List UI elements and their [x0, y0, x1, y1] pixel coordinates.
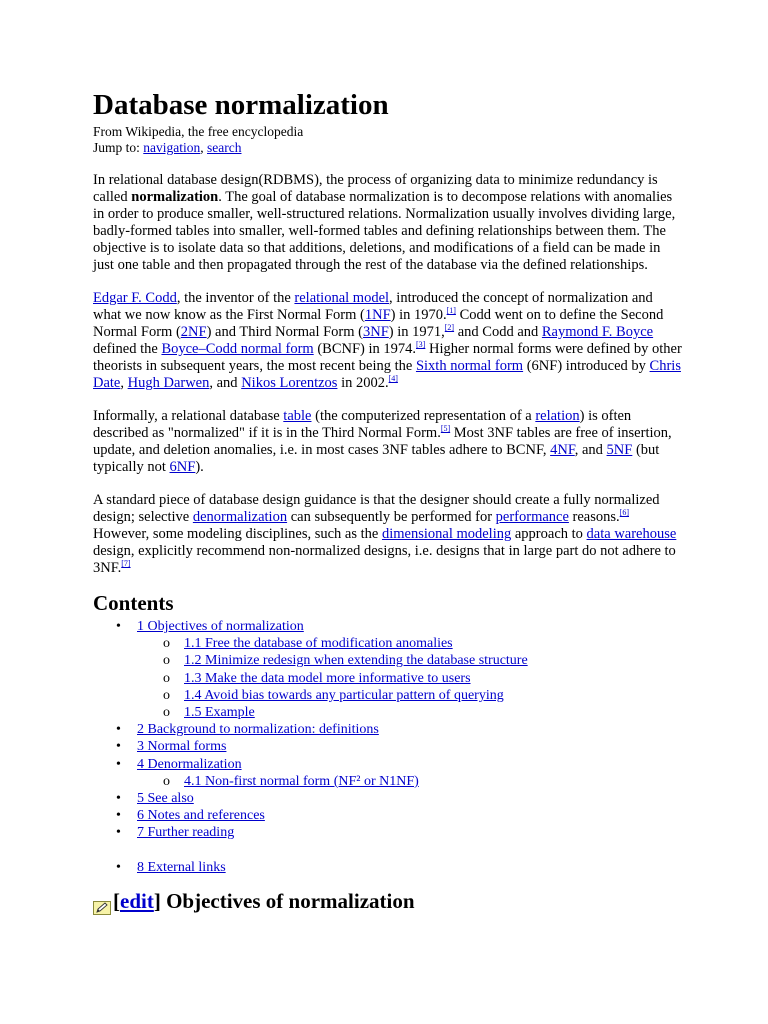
- jump-prefix: Jump to:: [93, 140, 144, 155]
- toc-item: [93, 807, 683, 824]
- text: reasons.: [568, 509, 620, 525]
- ref-3-link[interactable]: [3]: [416, 340, 426, 350]
- text: However, some modeling disciplines, such as the: [93, 526, 382, 542]
- nikos-lorentzos-link[interactable]: Nikos Lorentzos: [241, 375, 338, 391]
- text: and Codd and: [454, 324, 542, 340]
- toc-link-1-2[interactable]: 1.2 Minimize redesign when extending the database structure: [184, 653, 528, 669]
- edit-pencil-icon[interactable]: [93, 895, 111, 909]
- toc-link-4[interactable]: 4 Denormalization: [137, 756, 242, 772]
- ref-4-link[interactable]: [4]: [388, 374, 398, 384]
- edit-close-bracket: ]: [153, 888, 161, 913]
- text: ) is often described as "normalized" if it is in the Third Normal Form.: [93, 408, 632, 441]
- 3nf-link[interactable]: 3NF: [362, 324, 389, 340]
- circle-bullet-icon: o: [163, 773, 170, 789]
- text: ).: [195, 459, 204, 475]
- text: in 2002.: [337, 375, 389, 391]
- history-paragraph: [93, 290, 683, 392]
- text: , and: [574, 442, 607, 458]
- ref-5-link[interactable]: [5]: [440, 424, 451, 434]
- bullet-icon: •: [116, 756, 121, 772]
- intro-bold-term: normalization: [131, 189, 219, 205]
- informal-paragraph: [93, 408, 683, 476]
- toc-item: [93, 618, 683, 635]
- circle-bullet-icon: o: [163, 687, 170, 703]
- text: , and: [209, 375, 242, 391]
- toc-item: [93, 635, 683, 652]
- ref-2-link[interactable]: [2]: [444, 323, 455, 333]
- jump-separator: ,: [200, 140, 208, 155]
- intro-text: . The goal of database normalization is to decompose relations with anomalies in order to produce smaller, well-structured relations. Normalization usually involves dividing large, badly-formed tables into smaller, well-formed tables and defining relationships between them. The objective is to isolate data so that additions, deletions, and modifications of a field can be made in just one table and then propagated through the rest of the database via the defined relationships.: [93, 189, 676, 273]
- text: (the computerized representation of a: [311, 408, 536, 424]
- article: [93, 86, 683, 914]
- text: design, explicitly recommend non-normalized designs, i.e. designs that in large part do not adhere to 3NF.: [93, 543, 676, 576]
- text: approach to: [511, 526, 587, 542]
- toc-item: [93, 824, 683, 841]
- bullet-icon: •: [116, 739, 121, 755]
- bullet-icon: •: [116, 825, 121, 841]
- circle-bullet-icon: o: [163, 705, 170, 721]
- edit-link[interactable]: edit: [120, 888, 154, 913]
- toc-item: [93, 670, 683, 687]
- toc-item: [93, 704, 683, 721]
- site-subtitle: From Wikipedia, the free encyclopedia: [93, 124, 304, 139]
- text: (6NF) introduced by: [523, 358, 650, 374]
- 5nf-link[interactable]: 5NF: [606, 442, 633, 458]
- jump-links: [93, 140, 683, 156]
- toc-link-5[interactable]: 5 See also: [137, 791, 194, 807]
- toc-link-3[interactable]: 3 Normal forms: [137, 739, 227, 755]
- edgar-codd-link[interactable]: Edgar F. Codd: [93, 290, 177, 306]
- text: ) and Third Normal Form (: [206, 324, 363, 340]
- text: Higher normal forms were defined by other theorists in subsequent years, the most recent being the: [93, 341, 682, 374]
- toc-item: [93, 652, 683, 669]
- bullet-icon: •: [116, 791, 121, 807]
- text: Most 3NF tables are free of insertion, update, and deletion anomalies, i.e. in most cases 3NF tables adhere to BCNF,: [93, 425, 672, 458]
- text: A standard piece of database design guidance is that the designer should create a fully normalized design; selective: [93, 492, 660, 525]
- search-link[interactable]: search: [207, 140, 242, 155]
- circle-bullet-icon: o: [163, 670, 170, 686]
- text: (BCNF) in 1974.: [313, 341, 417, 357]
- navigation-link[interactable]: navigation: [143, 140, 201, 155]
- toc-link-4-1[interactable]: 4.1 Non-first normal form (NF² or N1NF): [184, 773, 419, 789]
- toc-item: [93, 756, 683, 773]
- toc-link-1-4[interactable]: 1.4 Avoid bias towards any particular pattern of querying: [184, 687, 504, 703]
- table-of-contents-continued: [93, 859, 683, 876]
- text: ,: [120, 375, 128, 391]
- circle-bullet-icon: o: [163, 636, 170, 652]
- toc-item: [93, 738, 683, 755]
- bcnf-link[interactable]: Boyce–Codd normal form: [161, 341, 314, 357]
- toc-item: [93, 721, 683, 738]
- toc-link-6[interactable]: 6 Notes and references: [137, 808, 265, 824]
- data-warehouse-link[interactable]: data warehouse: [586, 526, 677, 542]
- toc-item: [93, 773, 683, 790]
- circle-bullet-icon: o: [163, 653, 170, 669]
- bullet-icon: •: [116, 722, 121, 738]
- relational-model-link[interactable]: relational model: [294, 290, 390, 306]
- hugh-darwen-link[interactable]: Hugh Darwen: [127, 375, 210, 391]
- table-link[interactable]: table: [283, 408, 312, 424]
- text: ) in 1971,: [388, 324, 445, 340]
- toc-link-8[interactable]: 8 External links: [137, 859, 226, 875]
- text: (but typically not: [93, 442, 660, 475]
- toc-link-7[interactable]: 7 Further reading: [137, 825, 235, 841]
- toc-item: [93, 859, 683, 876]
- toc-link-1[interactable]: 1 Objectives of normalization: [137, 619, 304, 634]
- performance-link[interactable]: performance: [495, 509, 569, 525]
- sixth-normal-form-link[interactable]: Sixth normal form: [415, 358, 524, 374]
- 4nf-link[interactable]: 4NF: [550, 442, 575, 458]
- relation-link[interactable]: relation: [535, 408, 580, 424]
- ref-6-link[interactable]: [6]: [619, 508, 629, 518]
- page-title: Database normalization: [93, 89, 389, 121]
- 2nf-link[interactable]: 2NF: [180, 324, 207, 340]
- text: Informally, a relational database: [93, 408, 284, 424]
- toc-spacer: [93, 842, 683, 859]
- intro-text: In relational database design(RDBMS), the process of organizing data to minimize redundancy is called: [93, 172, 658, 205]
- edit-open-bracket: [: [113, 888, 120, 913]
- bullet-icon: •: [116, 808, 121, 824]
- bullet-icon: •: [116, 859, 121, 875]
- raymond-boyce-link[interactable]: Raymond F. Boyce: [541, 324, 654, 340]
- 6nf-link[interactable]: 6NF: [169, 459, 196, 475]
- toc-link-2[interactable]: 2 Background to normalization: definitions: [137, 722, 379, 738]
- toc-link-1-3[interactable]: 1.3 Make the data model more informative to users: [184, 670, 471, 686]
- chris-date-link[interactable]: Chris Date: [93, 358, 681, 391]
- ref-7-link[interactable]: [7]: [121, 559, 131, 569]
- bullet-icon: •: [116, 619, 121, 634]
- text: , introduced the concept of normalization and what we now know as the First Normal Form (: [93, 290, 653, 323]
- standard-paragraph: [93, 492, 683, 577]
- text: ) in 1970.: [390, 307, 447, 323]
- text: , the inventor of the: [176, 290, 295, 306]
- toc-link-1-5[interactable]: 1.5 Example: [184, 705, 255, 721]
- toc-item: [93, 687, 683, 704]
- section-title: Objectives of normalization: [160, 888, 415, 913]
- contents-heading: Contents: [93, 591, 174, 615]
- toc-item: [93, 790, 683, 807]
- 1nf-link[interactable]: 1NF: [364, 307, 391, 323]
- intro-paragraph: [93, 172, 683, 274]
- toc-link-1-1[interactable]: 1.1 Free the database of modification anomalies: [184, 636, 453, 652]
- text: can subsequently be performed for: [287, 509, 496, 525]
- dimensional-modeling-link[interactable]: dimensional modeling: [381, 526, 512, 542]
- text: Codd went on to define the Second Normal Form (: [93, 307, 664, 340]
- section-heading: [93, 888, 683, 914]
- denormalization-link[interactable]: denormalization: [192, 509, 288, 525]
- text: defined the: [93, 341, 162, 357]
- ref-1-link[interactable]: [1]: [446, 306, 456, 316]
- table-of-contents: [93, 618, 683, 842]
